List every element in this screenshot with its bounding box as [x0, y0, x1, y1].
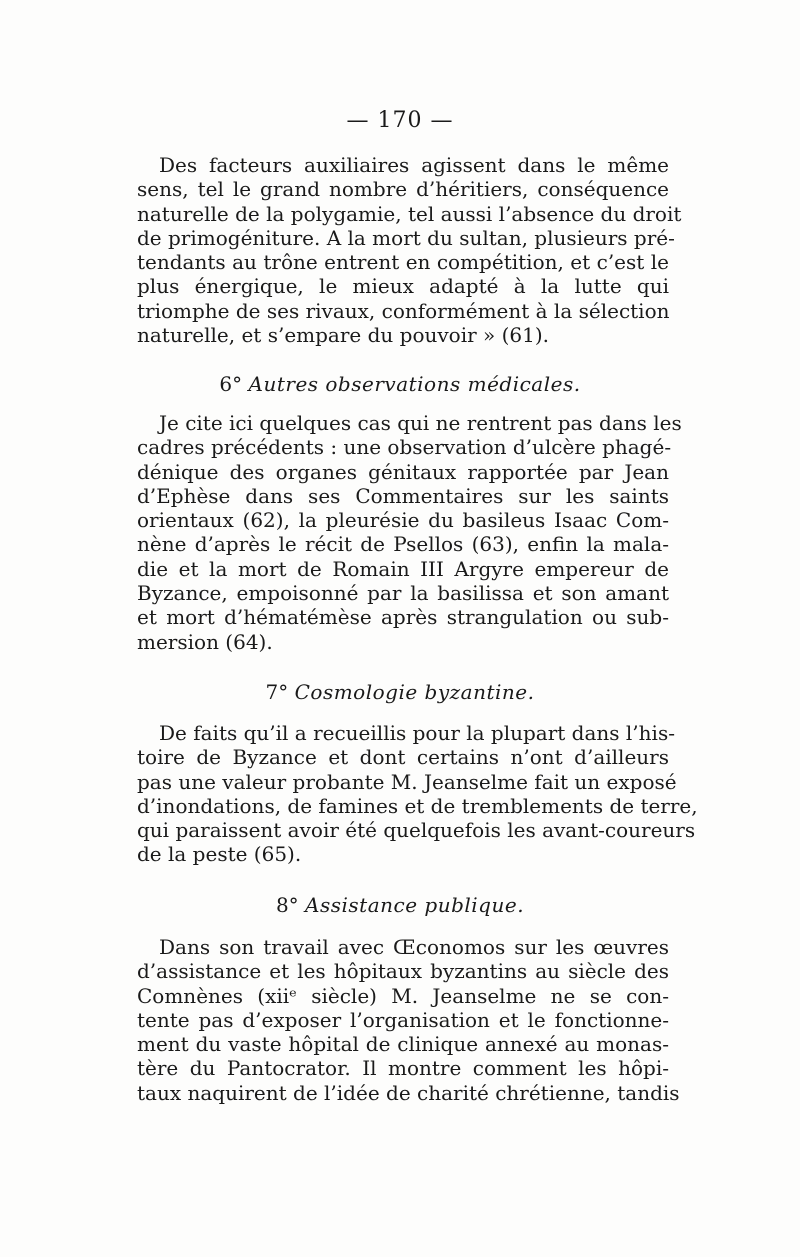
text-line: de primogéniture. A la mort du sultan, plusieurs pré-	[137, 225, 675, 250]
section-number: 7°	[265, 680, 289, 704]
section-number: 6°	[219, 372, 243, 396]
text-line: d’assistance et les hôpitaux byzantins au siècle des	[137, 959, 669, 984]
text-line: toire de Byzance et dont certains n’ont d’ailleurs	[137, 745, 669, 770]
paragraph-4	[137, 935, 680, 1105]
section-heading-6	[0, 372, 800, 396]
text-line: Comnènes (xiiᵉ siècle) M. Jeanselme ne se con-	[137, 983, 669, 1008]
text-line: Je cite ici quelques cas qui ne rentrent pas dans les	[159, 411, 682, 435]
text-line: sens, tel le grand nombre d’héritiers, conséquence	[137, 177, 669, 202]
section-heading-7	[0, 680, 800, 704]
text-line: nène d’après le récit de Psellos (63), enfin la mala-	[137, 532, 669, 557]
text-line: tère du Pantocrator. Il montre comment les hôpi-	[137, 1056, 669, 1081]
paragraph-2	[137, 411, 682, 654]
text-line: cadres précédents : une observation d’ulcère phagé-	[137, 435, 672, 460]
section-title: Autres observations médicales.	[248, 372, 581, 396]
text-line: de la peste (65).	[137, 842, 302, 867]
text-line: plus énergique, le mieux adapté à la lutte qui	[137, 274, 669, 299]
text-line: tendants au trône entrent en compétition, et c’est le	[137, 250, 669, 275]
text-line: triomphe de ses rivaux, conformément à la sélection	[137, 298, 670, 323]
text-line: naturelle de la polygamie, tel aussi l’absence du droit	[137, 201, 682, 226]
page-number: — 170 —	[346, 108, 454, 133]
text-line: d’inondations, de famines et de tremblements de terre,	[137, 793, 698, 818]
text-line: naturelle, et s’empare du pouvoir » (61).	[137, 323, 550, 348]
text-line: dénique des organes génitaux rapportée par Jean	[137, 459, 669, 484]
text-line: qui paraissent avoir été quelquefois les avant-coureurs	[137, 818, 696, 843]
text-line: orientaux (62), la pleurésie du basileus Isaac Com-	[137, 508, 669, 533]
text-line: Dans son travail avec Œconomos sur les œuvres	[159, 935, 669, 959]
text-line: De faits qu’il a recueillis pour la plupart dans l’his-	[159, 721, 675, 745]
text-line: et mort d’hématémèse après strangulation ou sub-	[137, 605, 669, 630]
text-line: d’Ephèse dans ses Commentaires sur les saints	[137, 483, 669, 508]
section-title: Cosmologie byzantine.	[294, 680, 535, 704]
text-line: Byzance, empoisonné par la basilissa et son amant	[137, 581, 669, 606]
section-heading-8	[0, 893, 800, 917]
section-number: 8°	[275, 893, 299, 917]
text-line: pas une valeur probante M. Jeanselme fait un exposé	[137, 769, 677, 794]
text-line: mersion (64).	[137, 629, 273, 654]
text-line: ment du vaste hôpital de clinique annexé au monas-	[137, 1032, 669, 1057]
paragraph-3	[137, 721, 698, 867]
text-line: tente pas d’exposer l’organisation et le fonctionne-	[137, 1007, 669, 1032]
text-line: Des facteurs auxiliaires agissent dans le même	[159, 153, 669, 177]
text-line: die et la mort de Romain III Argyre empereur de	[137, 556, 669, 581]
text-line: taux naquirent de l’idée de charité chrétienne, tandis	[137, 1080, 680, 1105]
paragraph-1	[137, 153, 682, 348]
section-title: Assistance publique.	[305, 893, 525, 917]
